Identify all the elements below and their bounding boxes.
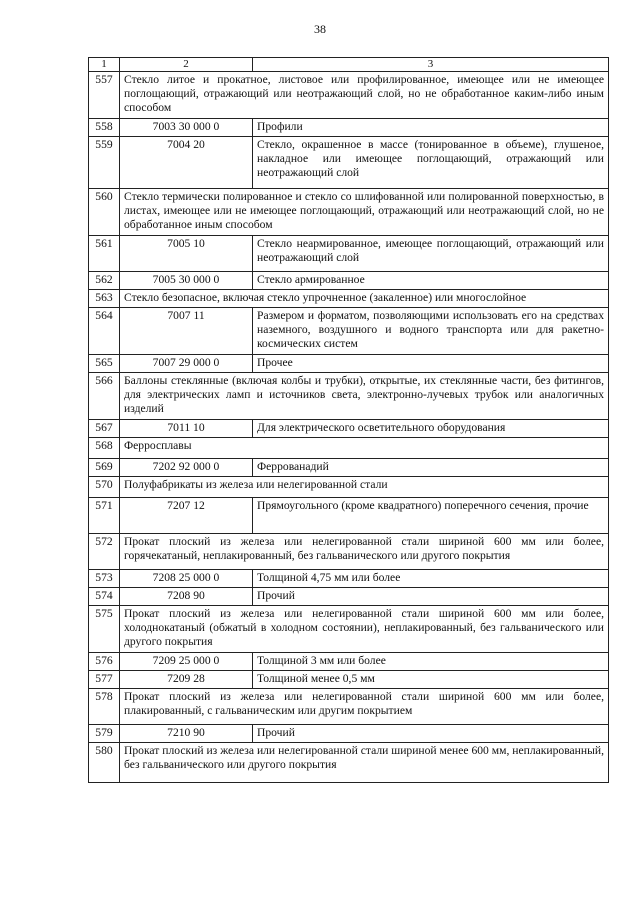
- row-number: 579: [89, 725, 120, 743]
- row-number: 574: [89, 588, 120, 606]
- item-description: Толщиной менее 0,5 мм: [253, 671, 609, 689]
- row-heading-text: Прокат плоский из железа или нелегированной стали шириной 600 мм или более, плакированный, с гальваническим или другим покрытием: [120, 689, 609, 725]
- tn-ved-code: 7004 20: [120, 137, 253, 189]
- item-description: Прочий: [253, 588, 609, 606]
- row-heading-text: Баллоны стеклянные (включая колбы и трубки), открытые, их стеклянные части, без фитингов, для электрических ламп и источников света, электронно-лучевых трубок или аналогичных изделий: [120, 373, 609, 420]
- tn-ved-code: 7208 90: [120, 588, 253, 606]
- table-row: [89, 438, 609, 459]
- tn-ved-code: 7207 12: [120, 498, 253, 534]
- tn-ved-code: 7003 30 000 0: [120, 119, 253, 137]
- tn-ved-code: 7007 29 000 0: [120, 355, 253, 373]
- row-number: 572: [89, 534, 120, 570]
- row-heading-text: Стекло литое и прокатное, листовое или профилированное, имеющее или не имеющее поглощающий, отражающий или неотражающий слой, но не обработанное каким-либо иным способом: [120, 72, 609, 119]
- row-number: 576: [89, 653, 120, 671]
- row-number: 564: [89, 308, 120, 355]
- header-cell-1: 1: [89, 58, 120, 72]
- row-number: 559: [89, 137, 120, 189]
- item-description: Толщиной 4,75 мм или более: [253, 570, 609, 588]
- row-number: 573: [89, 570, 120, 588]
- item-description: Для электрического осветительного оборудования: [253, 420, 609, 438]
- row-number: 560: [89, 189, 120, 236]
- item-description: Профили: [253, 119, 609, 137]
- row-heading-text: Полуфабрикаты из железа или нелегированной стали: [120, 477, 609, 498]
- tn-ved-code: 7005 10: [120, 236, 253, 272]
- table-row: [89, 671, 609, 689]
- table-row: [89, 420, 609, 438]
- table-row: [89, 477, 609, 498]
- row-number: 558: [89, 119, 120, 137]
- table-row: [89, 272, 609, 290]
- table-body: [89, 58, 609, 783]
- item-description: Толщиной 3 мм или более: [253, 653, 609, 671]
- header-cell-3: 3: [253, 58, 609, 72]
- tn-ved-code: 7011 10: [120, 420, 253, 438]
- row-number: 569: [89, 459, 120, 477]
- table-row: [89, 743, 609, 783]
- table-row: [89, 189, 609, 236]
- item-description: Стекло армированное: [253, 272, 609, 290]
- header-row: [89, 58, 609, 72]
- table-row: [89, 308, 609, 355]
- page-number: 38: [314, 22, 326, 36]
- table-row: [89, 290, 609, 308]
- row-number: 566: [89, 373, 120, 420]
- item-description: Размером и форматом, позволяющими использовать его на средствах наземного, воздушного и водного транспорта или для ракетно-космических систем: [253, 308, 609, 355]
- row-heading-text: Прокат плоский из железа или нелегированной стали шириной 600 мм или более, горячекатаный, неплакированный, без гальванического или другого покрытия: [120, 534, 609, 570]
- tn-ved-code: 7005 30 000 0: [120, 272, 253, 290]
- row-number: 563: [89, 290, 120, 308]
- row-number: 561: [89, 236, 120, 272]
- table-row: [89, 606, 609, 653]
- table-row: [89, 119, 609, 137]
- row-number: 565: [89, 355, 120, 373]
- row-number: 570: [89, 477, 120, 498]
- table-row: [89, 355, 609, 373]
- table-row: [89, 72, 609, 119]
- row-number: 577: [89, 671, 120, 689]
- item-description: Прямоугольного (кроме квадратного) поперечного сечения, прочие: [253, 498, 609, 534]
- item-description: Прочее: [253, 355, 609, 373]
- row-number: 562: [89, 272, 120, 290]
- row-heading-text: Прокат плоский из железа или нелегированной стали шириной 600 мм или более, холоднокатаный (обжатый в холодном состоянии), неплакированный, без гальванического или другого покрытия: [120, 606, 609, 653]
- item-description: Прочий: [253, 725, 609, 743]
- tn-ved-code: 7007 11: [120, 308, 253, 355]
- row-number: 575: [89, 606, 120, 653]
- row-heading-text: Ферросплавы: [120, 438, 609, 459]
- table-row: [89, 653, 609, 671]
- row-number: 567: [89, 420, 120, 438]
- table-row: [89, 570, 609, 588]
- item-description: Феррованадий: [253, 459, 609, 477]
- row-heading-text: Стекло безопасное, включая стекло упрочненное (закаленное) или многослойное: [120, 290, 609, 308]
- tn-ved-code: 7202 92 000 0: [120, 459, 253, 477]
- item-description: Стекло, окрашенное в массе (тонированное в объеме), глушеное, накладное или имеющее поглощающий, отражающий или неотражающий слой: [253, 137, 609, 189]
- row-number: 568: [89, 438, 120, 459]
- row-number: 557: [89, 72, 120, 119]
- table-row: [89, 534, 609, 570]
- item-description: Стекло неармированное, имеющее поглощающий, отражающий или неотражающий слой: [253, 236, 609, 272]
- header-cell-2: 2: [120, 58, 253, 72]
- tn-ved-code: 7208 25 000 0: [120, 570, 253, 588]
- table-row: [89, 689, 609, 725]
- table-row: [89, 459, 609, 477]
- table-row: [89, 137, 609, 189]
- row-heading-text: Прокат плоский из железа или нелегированной стали шириной менее 600 мм, неплакированный, без гальванического или другого покрытия: [120, 743, 609, 783]
- tn-ved-code: 7209 25 000 0: [120, 653, 253, 671]
- row-number: 580: [89, 743, 120, 783]
- row-number: 571: [89, 498, 120, 534]
- row-number: 578: [89, 689, 120, 725]
- table-row: [89, 498, 609, 534]
- tn-ved-code: 7209 28: [120, 671, 253, 689]
- row-heading-text: Стекло термически полированное и стекло со шлифованной или полированной поверхностью, в листах, имеющее или не имеющее поглощающий, отражающий или неотражающий слой, но не обработанное иным способом: [120, 189, 609, 236]
- table-row: [89, 588, 609, 606]
- table-row: [89, 373, 609, 420]
- table-row: [89, 725, 609, 743]
- tn-ved-code: 7210 90: [120, 725, 253, 743]
- table-row: [89, 236, 609, 272]
- classification-table: [88, 57, 609, 783]
